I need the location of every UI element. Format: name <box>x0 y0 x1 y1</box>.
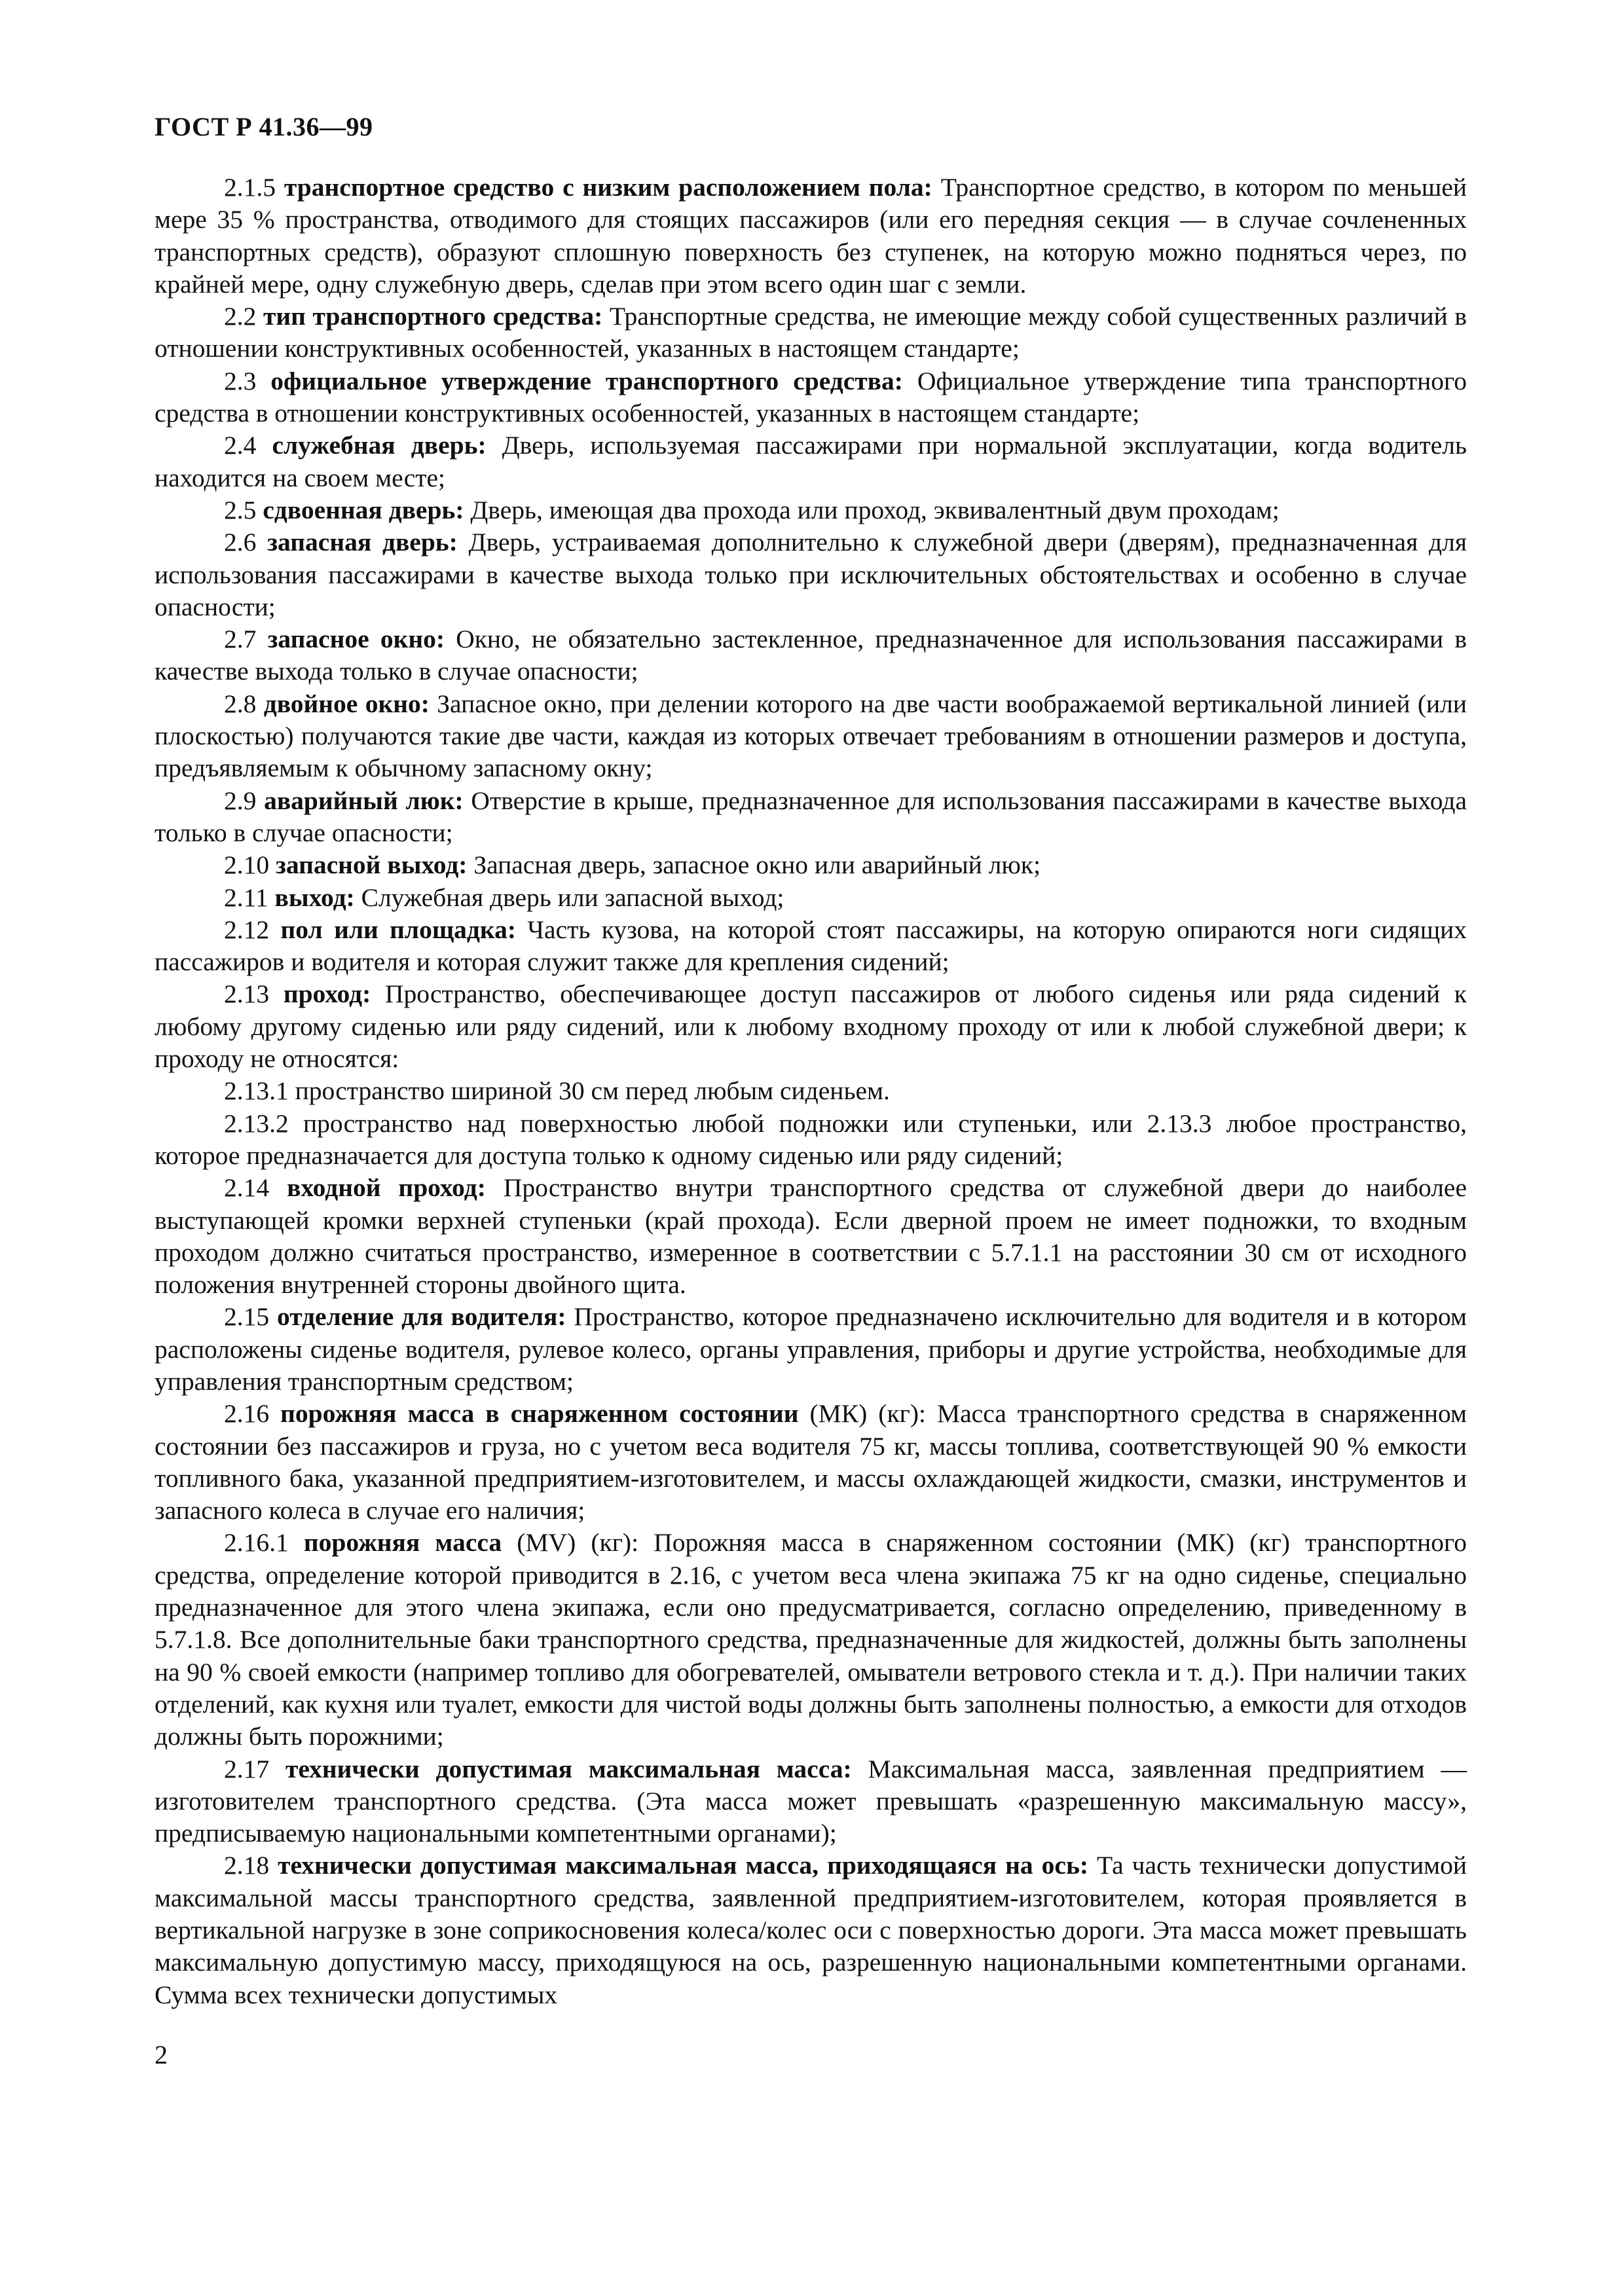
clause-number: 2.13.1 <box>224 1076 289 1106</box>
definition-text: Дверь, имеющая два прохода или проход, эквивалентный двум проходам; <box>470 495 1280 524</box>
clause-number: 2.13 <box>224 979 270 1009</box>
definition-2-10 <box>155 849 1467 881</box>
defined-term: транспортное средство с низким расположением пола: <box>284 173 932 202</box>
definition-text: Пространство, обеспечивающее доступ пассажиров от любого сиденья или ряда сидений к любому другому сиденью или ряду сидений, или к любому входному проходу от или к любой служебной двери; к проходу не относятся: <box>155 979 1467 1074</box>
defined-term: технически допустимая максимальная масса: <box>285 1754 852 1783</box>
document-body <box>155 172 1467 2011</box>
defined-term: технически допустимая максимальная масса, приходящаяся на ось: <box>278 1851 1088 1880</box>
clause-number: 2.9 <box>224 786 257 815</box>
defined-term: двойное окно: <box>263 689 430 718</box>
definition-text: Окно, не обязательно застекленное, предназначенное для использования пассажирами в качестве выхода только в случае опасности; <box>155 625 1467 686</box>
clause-number: 2.13.2 <box>224 1108 289 1138</box>
defined-term: сдвоенная дверь: <box>263 495 464 524</box>
clause-number: 2.11 <box>224 883 268 912</box>
definition-text: Служебная дверь или запасной выход; <box>361 883 784 912</box>
definition-text: Пространство, которое предназначено исключительно для водителя и в котором расположены сиденье водителя, рулевое колесо, органы управления, приборы и другие устройства, необходимые для управления транспортным средством; <box>155 1302 1467 1396</box>
definition-2-8 <box>155 688 1467 785</box>
definition-text: Официальное утверждение типа транспортного средства в отношении конструктивных особенностей, указанных в настоящем стандарте; <box>155 366 1467 428</box>
defined-term: порожняя масса в снаряженном состоянии <box>280 1399 799 1429</box>
definition-text: Запасная дверь, запасное окно или аварийный люк; <box>473 850 1041 880</box>
clause-number: 2.7 <box>224 625 257 654</box>
definition-2-3 <box>155 365 1467 430</box>
clause-number: 2.2 <box>224 302 257 331</box>
page-number: 2 <box>155 2040 168 2069</box>
definition-2-13 <box>155 978 1467 1075</box>
definition-text: Часть кузова, на которой стоят пассажиры, на которую опираются ноги сидящих пассажиров и водителя и которая служит также для крепления сидений; <box>155 915 1467 977</box>
definition-text: Пространство внутри транспортного средства от служебной двери до наиболее выступающей кромки верхней ступеньки (край прохода). Если дверной проем не имеет подножки, то входным проходом должно считаться пространство, измеренное в соответствии с 5.7.1.1 на расстоянии 30 см от исходного положения внутренней стороны двойного щита. <box>155 1173 1467 1300</box>
definition-2-15 <box>155 1301 1467 1398</box>
definition-text: Та часть технически допустимой максимальной массы транспортного средства, заявленной предприятием-изготовителем, которая проявляется в вертикальной нагрузке в зоне соприкосновения колеса/колес оси с поверхностью дороги. Эта масса может превышать максимальную допустимую массу, приходящуюся на ось, разрешенную национальными компетентными органами. Сумма всех технически допустимых <box>155 1851 1467 2009</box>
definition-2-17 <box>155 1753 1467 1850</box>
clause-number: 2.4 <box>224 431 257 460</box>
definition-2-5 <box>155 494 1467 526</box>
clause-number: 2.17 <box>224 1754 270 1783</box>
defined-term: тип транспортного средства: <box>263 302 603 331</box>
definition-2-7 <box>155 623 1467 688</box>
defined-term: запасное окно: <box>267 625 445 654</box>
definition-text: пространство шириной 30 см перед любым сиденьем. <box>295 1076 890 1106</box>
definition-text: Максимальная масса, заявленная предприятием — изготовителем транспортного средства. (Эта масса может превышать «разрешенную максимальную массу», предписываемую национальными компетентными органами); <box>155 1754 1467 1848</box>
definition-2-11 <box>155 882 1467 914</box>
definition-2-18 <box>155 1850 1467 2011</box>
definition-text: (МК) (кг): Масса транспортного средства в снаряженном состоянии без пассажиров и груза, но с учетом веса водителя 75 кг, массы топлива, соответствующей 90 % емкости топливного бака, указанной предприятием-изготовителем, и массы охлаждающей жидкости, смазки, инструментов и запасного колеса в случае его наличия; <box>155 1399 1467 1525</box>
definition-text: Транспортные средства, не имеющие между собой существенных различий в отношении конструктивных особенностей, указанных в настоящем стандарте; <box>155 302 1467 363</box>
clause-number: 2.6 <box>224 528 257 557</box>
definition-2-13-2 <box>155 1108 1467 1173</box>
defined-term: пол или площадка: <box>280 915 516 944</box>
defined-term: проход: <box>283 979 371 1009</box>
definition-text: Дверь, устраиваемая дополнительно к служебной двери (дверям), предназначенная для использования пассажирами в качестве выхода только при исключительных обстоятельствах и особенно в случае опасности; <box>155 528 1467 621</box>
definition-2-2 <box>155 301 1467 365</box>
definition-2-12 <box>155 914 1467 979</box>
clause-number: 2.16 <box>224 1399 270 1429</box>
clause-number: 2.10 <box>224 850 270 880</box>
definition-text: (MV) (кг): Порожняя масса в снаряженном состоянии (МК) (кг) транспортного средства, определение которой приводится в 2.16, с учетом веса члена экипажа 75 кг на одно сиденье, специально предназначенное для этого члена экипажа, если оно предусматривается, согласно определению, приведенному в 5.7.1.8. Все дополнительные баки транспортного средства, предназначенные для жидкостей, должны быть заполнены на 90 % своей емкости (например топливо для обогревателей, омыватели ветрового стекла и т. д.). При наличии таких отделений, как кухня или туалет, емкости для чистой воды должны быть заполнены полностью, а емкости для отходов должны быть порожними; <box>155 1528 1467 1751</box>
definition-text: Отверстие в крыше, предназначенное для использования пассажирами в качестве выхода только в случае опасности; <box>155 786 1467 847</box>
definition-2-1-5 <box>155 172 1467 301</box>
defined-term: аварийный люк: <box>264 786 464 815</box>
clause-number: 2.14 <box>224 1173 270 1203</box>
clause-number: 2.5 <box>224 495 257 524</box>
definition-2-16 <box>155 1398 1467 1527</box>
definition-text: пространство над поверхностью любой подножки или ступеньки, или 2.13.3 любое пространство, которое предназначается для доступа только к одному сиденью или ряду сидений; <box>155 1108 1467 1170</box>
defined-term: запасной выход: <box>276 850 468 880</box>
defined-term: служебная дверь: <box>272 431 487 460</box>
clause-number: 2.3 <box>224 366 257 395</box>
defined-term: запасная дверь: <box>267 528 458 557</box>
definition-2-14 <box>155 1172 1467 1301</box>
clause-number: 2.15 <box>224 1302 270 1332</box>
definition-text: Дверь, используемая пассажирами при нормальной эксплуатации, когда водитель находится на своем месте; <box>155 431 1467 492</box>
definition-2-16-1 <box>155 1527 1467 1753</box>
definition-text: Запасное окно, при делении которого на две части воображаемой вертикальной линией (или плоскостью) получаются такие две части, каждая из которых отвечает требованиям в отношении размеров и доступа, предъявляемым к обычному запасному окну; <box>155 689 1467 783</box>
clause-number: 2.1.5 <box>224 173 276 202</box>
definition-text: Транспортное средство, в котором по меньшей мере 35 % пространства, отводимого для стоящих пассажиров (или его передняя секция — в случае сочлененных транспортных средств), образуют сплошную поверхность без ступенек, на которую можно подняться через, по крайней мере, одну служебную дверь, сделав при этом всего один шаг с земли. <box>155 173 1467 299</box>
defined-term: отделение для водителя: <box>276 1302 566 1332</box>
clause-number: 2.18 <box>224 1851 270 1880</box>
document-header: ГОСТ Р 41.36—99 <box>155 112 373 141</box>
definition-2-13-1 <box>155 1075 1467 1107</box>
clause-number: 2.12 <box>224 915 270 944</box>
clause-number: 2.16.1 <box>224 1528 289 1558</box>
clause-number: 2.8 <box>224 689 257 718</box>
defined-term: входной проход: <box>287 1173 486 1203</box>
defined-term: официальное утверждение транспортного средства: <box>270 366 903 395</box>
definition-2-9 <box>155 785 1467 850</box>
defined-term: порожняя масса <box>303 1528 502 1558</box>
definition-2-6 <box>155 526 1467 623</box>
defined-term: выход: <box>274 883 355 912</box>
definition-2-4 <box>155 429 1467 494</box>
